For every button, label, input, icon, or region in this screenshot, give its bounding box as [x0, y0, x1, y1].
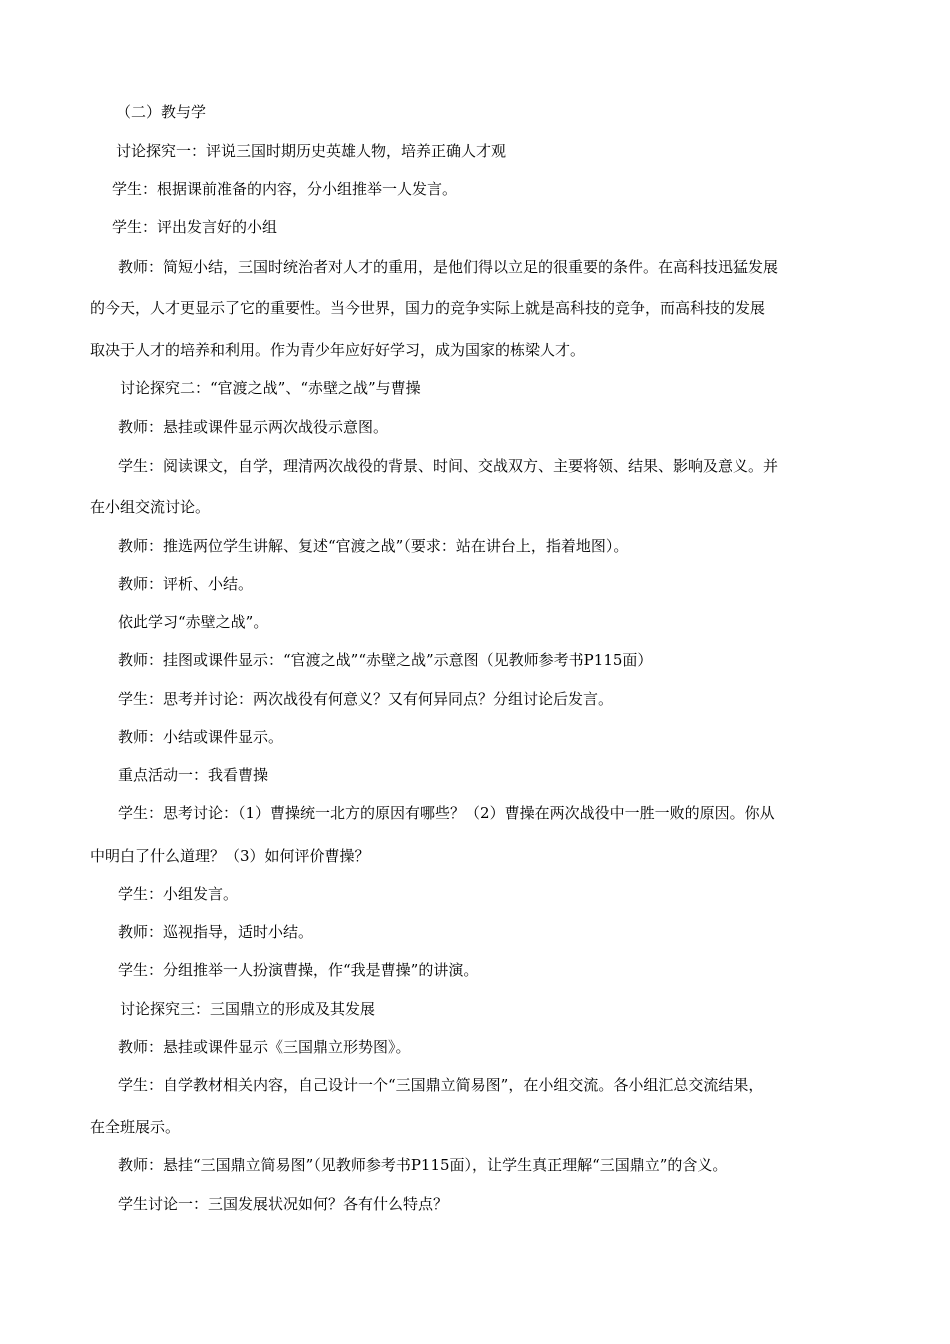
paragraph-line: 教师：简短小结，三国时统治者对人才的重用，是他们得以立足的很重要的条件。在高科技迅猛发展 — [118, 258, 779, 276]
paragraph-line: 中明白了什么道理？（3）如何评价曹操？ — [90, 847, 370, 865]
paragraph-line: 学生讨论一：三国发展状况如何？各有什么特点？ — [118, 1195, 449, 1213]
paragraph-line: 教师：推选两位学生讲解、复述“官渡之战”（要求：站在讲台上，指着地图）。 — [118, 537, 629, 555]
paragraph-line: 学生：分组推举一人扮演曹操，作“我是曹操”的讲演。 — [118, 961, 479, 979]
paragraph-line: 在小组交流讨论。 — [90, 498, 211, 516]
discussion-heading-1: 讨论探究一：评说三国时期历史英雄人物，培养正确人才观 — [116, 142, 507, 160]
paragraph-line: 学生：思考讨论：（1）曹操统一北方的原因有哪些？（2）曹操在两次战役中一胜一败的原因。你从 — [118, 804, 775, 822]
paragraph-line: 学生：根据课前准备的内容，分小组推举一人发言。 — [112, 180, 458, 198]
paragraph-line: 取决于人才的培养和利用。作为青少年应好好学习，成为国家的栋梁人才。 — [90, 341, 586, 359]
paragraph-line: 教师：小结或课件显示。 — [118, 728, 284, 746]
paragraph-line: 学生：阅读课文，自学，理清两次战役的背景、时间、交战双方、主要将领、结果、影响及意义。并 — [118, 457, 779, 475]
paragraph-line: 教师：悬挂或课件显示《三国鼎立形势图》。 — [118, 1038, 411, 1056]
paragraph-line: 学生：评出发言好的小组 — [112, 218, 278, 236]
paragraph-line: 教师：悬挂或课件显示两次战役示意图。 — [118, 418, 389, 436]
paragraph-line: 教师：巡视指导，适时小结。 — [118, 923, 314, 941]
paragraph-line: 学生：小组发言。 — [118, 885, 239, 903]
discussion-heading-2: 讨论探究二：“官渡之战”、“赤壁之战”与曹操 — [120, 379, 421, 397]
paragraph-line: 教师：悬挂“三国鼎立简易图”（见教师参考书P115面），让学生真正理解“三国鼎立”的含义。 — [118, 1156, 728, 1174]
paragraph-line: 教师：评析、小结。 — [118, 575, 254, 593]
discussion-heading-3: 讨论探究三：三国鼎立的形成及其发展 — [120, 1000, 376, 1018]
paragraph-line: 在全班展示。 — [90, 1118, 181, 1136]
paragraph-line: 依此学习“赤壁之战”。 — [118, 613, 269, 631]
paragraph-line: 学生：自学教材相关内容，自己设计一个“三国鼎立简易图”，在小组交流。各小组汇总交流结果， — [118, 1076, 764, 1094]
section-heading: （二）教与学 — [116, 103, 207, 121]
activity-heading: 重点活动一：我看曹操 — [118, 766, 269, 784]
paragraph-line: 教师：挂图或课件显示：“官渡之战”“赤壁之战”示意图（见教师参考书P115面） — [118, 651, 653, 669]
paragraph-line: 的今天，人才更显示了它的重要性。当今世界，国力的竞争实际上就是高科技的竞争，而高科技的发展 — [90, 299, 766, 317]
paragraph-line: 学生：思考并讨论：两次战役有何意义？又有何异同点？分组讨论后发言。 — [118, 690, 614, 708]
